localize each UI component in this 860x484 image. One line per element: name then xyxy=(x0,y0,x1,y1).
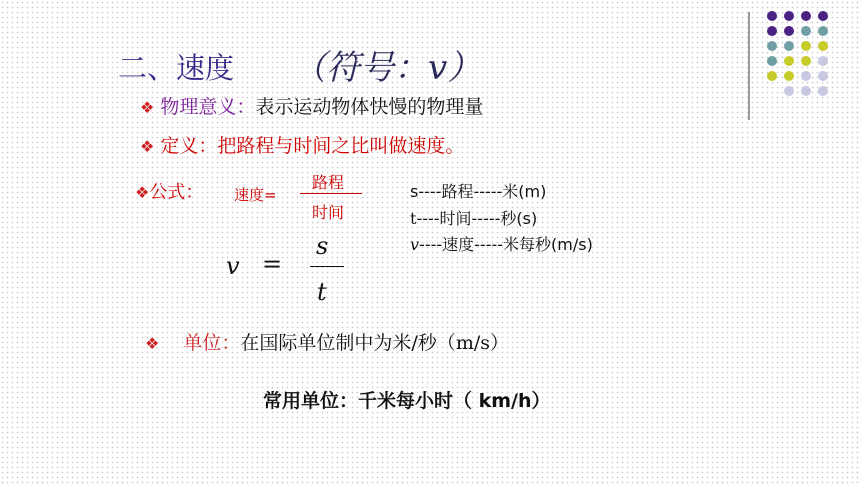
legend-symbol: t xyxy=(410,209,417,228)
decorative-dot xyxy=(801,41,811,51)
unit-symbol: m/s xyxy=(455,332,490,354)
formula-word-lhs: 速度= xyxy=(234,186,277,204)
formula-label: 公式： xyxy=(149,182,204,203)
diamond-bullet-icon: ❖ xyxy=(135,183,150,202)
formula-row xyxy=(135,178,203,204)
legend-item-s xyxy=(410,179,546,202)
unit-label: 单位： xyxy=(183,332,241,354)
diamond-bullet-icon: ❖ xyxy=(145,334,160,353)
definition-text: 定义：把路程与时间之比叫做速度。 xyxy=(160,135,465,157)
equation-fraction-bar xyxy=(310,266,344,267)
diamond-bullet-icon: ❖ xyxy=(140,137,155,156)
legend-text: ----速度-----米每秒(m/s) xyxy=(419,235,593,254)
decorative-dot xyxy=(818,86,828,96)
decorative-dot xyxy=(784,41,794,51)
legend-symbol: s xyxy=(410,182,419,201)
decorative-dot xyxy=(784,56,794,66)
decorative-dot xyxy=(767,11,777,21)
legend-text: ----路程-----米(m) xyxy=(418,182,547,201)
equation-numerator: s xyxy=(316,232,329,260)
decorative-dot xyxy=(784,86,794,96)
decorative-dot xyxy=(767,26,777,36)
decorative-dot xyxy=(784,26,794,36)
unit-row xyxy=(145,328,509,355)
decorative-dot xyxy=(767,71,777,81)
equation-equals: = xyxy=(262,250,283,278)
speed-symbol: （符号：v） xyxy=(292,48,482,88)
decorative-dot xyxy=(801,26,811,36)
equation-lhs: v xyxy=(226,252,240,280)
slide-title: 二、速度 xyxy=(118,51,235,85)
unit-text: 在国际单位制中为米/秒（ xyxy=(240,332,456,354)
decorative-dot xyxy=(767,41,777,51)
legend-symbol: v xyxy=(410,235,420,254)
unit-close: ） xyxy=(489,332,509,354)
decorative-dot xyxy=(801,86,811,96)
decorative-dot xyxy=(767,56,777,66)
decorative-dot xyxy=(801,71,811,81)
decorative-dot xyxy=(784,11,794,21)
formula-word-numerator: 路程 xyxy=(312,173,345,192)
legend-text: ----时间-----秒(s) xyxy=(416,209,538,228)
formula-word-fraction-bar xyxy=(300,193,362,194)
decorative-dot xyxy=(818,56,828,66)
definition-row xyxy=(140,131,464,158)
legend-item-t xyxy=(410,206,537,229)
decorative-dot xyxy=(818,71,828,81)
decorative-dot xyxy=(818,11,828,21)
meaning-label: 物理意义： xyxy=(160,96,256,118)
decorative-dot xyxy=(784,71,794,81)
decorative-divider xyxy=(748,12,750,120)
equation-denominator: t xyxy=(317,278,327,306)
meaning-text: 表示运动物体快慢的物理量 xyxy=(255,96,484,118)
legend-item-v xyxy=(410,232,593,255)
common-unit: 常用单位：千米每小时（ km/h） xyxy=(263,390,551,412)
decorative-dot xyxy=(818,26,828,36)
decorative-dot xyxy=(801,11,811,21)
meaning-row xyxy=(140,92,483,119)
decorative-dot xyxy=(801,56,811,66)
formula-word-denominator: 时间 xyxy=(312,203,345,222)
diamond-bullet-icon: ❖ xyxy=(140,98,155,117)
decorative-dot xyxy=(818,41,828,51)
